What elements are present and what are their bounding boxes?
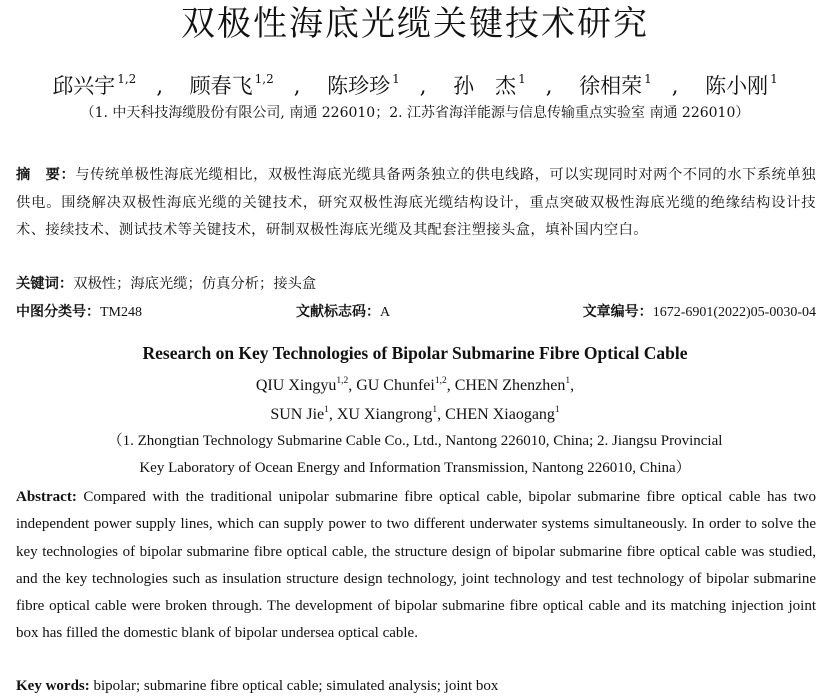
author-affil-sup: 1: [392, 72, 400, 86]
chinese-author: [579, 74, 652, 98]
chinese-abstract-label: 摘 要：: [16, 167, 76, 183]
author-affil-sup: 1: [554, 405, 560, 415]
document-code-label: 文献标志码：: [296, 304, 380, 320]
chinese-keywords-label: 关键词：: [16, 276, 74, 292]
author-name: 邱兴宇: [52, 74, 116, 98]
author-affil-sup: 1: [518, 72, 526, 86]
chinese-abstract: [16, 162, 816, 245]
english-keywords: [16, 674, 816, 698]
english-keywords-label: Key words:: [16, 678, 90, 694]
author-separator: ,: [570, 377, 575, 394]
author-separator: ,: [348, 377, 357, 394]
author-affil-sup: 1: [324, 405, 329, 415]
english-author: [337, 406, 445, 423]
article-number-label: 文章编号：: [582, 304, 653, 320]
author-affil-sup: 1,2: [117, 72, 137, 86]
chinese-author: [705, 74, 778, 98]
chinese-author: [190, 74, 274, 98]
author-affil-sup: 1: [644, 72, 652, 86]
chinese-author-list: 邱兴宇 $^{1,2}$ , 顾春飞 $^{1,2}$ , 陈珍珍 $^1$ , 孙 杰 $^1$ , 徐相荣 $^1$ , 陈小刚 $^1$: [52, 72, 778, 98]
author-name: QIU Xingyu: [255, 377, 337, 394]
english-keywords-text: bipolar; submarine fibre optical cable; simulated analysis; joint box: [93, 678, 499, 694]
clc-value: TM248: [100, 305, 142, 320]
chinese-author: [453, 74, 526, 98]
author-affil-sup: 1,2: [254, 72, 274, 86]
author-name: GU Chunfei: [356, 377, 435, 394]
english-title: Research on Key Technologies of Bipolar Submarine Fibre Optical Cable: [142, 343, 688, 363]
clc-number: [16, 300, 142, 325]
author-name: CHEN Xiaogang: [445, 406, 555, 423]
chinese-author: [327, 74, 400, 98]
article-number-value: 1672-6901(2022)05-0030-04: [652, 305, 816, 320]
author-name: 孙 杰: [453, 74, 517, 98]
english-affiliation-line-2: Key Laboratory of Ocean Energy and Information Transmission, Nantong 226010, China）: [139, 460, 691, 476]
author-name: XU Xiangrong: [336, 406, 433, 423]
english-author: [455, 377, 574, 394]
author-separator: ,: [437, 406, 446, 423]
author-name: CHEN Zhenzhen: [454, 377, 566, 394]
chinese-keywords-text: 双极性；海底光缆；仿真分析；接头盒: [73, 276, 317, 292]
chinese-author: [52, 74, 136, 98]
chinese-title: 双极性海底光缆关键技术研究: [181, 4, 649, 44]
chinese-keywords: [16, 272, 816, 296]
english-author: [256, 377, 356, 394]
author-separator: ,: [328, 406, 337, 423]
english-author: [445, 406, 560, 423]
author-affil-sup: 1: [770, 72, 778, 86]
author-name: SUN Jie: [270, 406, 325, 423]
english-author: [270, 406, 337, 423]
author-name: 徐相荣: [579, 74, 643, 98]
document-code-value: A: [380, 305, 391, 320]
author-name: 陈珍珍: [327, 74, 391, 98]
english-affiliation-line-1: （1. Zhongtian Technology Submarine Cable Co., Ltd., Nantong 226010, China; 2. Jiangsu Provincial: [107, 433, 723, 449]
chinese-abstract-text: 与传统单极性海底光缆相比，双极性海底光缆具备两条独立的供电线路，可以实现同时对两个不同的水下系统单独供电。围绕解决双极性海底光缆的关键技术，研究双极性海底光缆结构设计，重点突破双极性海底光缆的绝缘结构设计技术、接续技术、测试技术等关键技术，研制双极性海底光缆及其配套注塑接头盒，填补国内空白。: [16, 167, 816, 238]
article-number: [583, 300, 816, 325]
english-abstract: [16, 484, 816, 648]
clc-label: 中图分类号：: [16, 304, 100, 320]
classification-row: [16, 300, 816, 324]
english-abstract-text: Compared with the traditional unipolar submarine fibre optical cable, bipolar submarine fibre optical cable has two independent power supply lines, which can supply power to two different underwater systems simultaneously. In order to solve the key technologies of bipolar submarine fibre optical cable, the structure design of bipolar submarine fibre optical cable was studied, and the key technologies such as insulation structure design technology, joint technology and test technology of bipolar submarine fibre optical cable were broken through. The development of bipolar submarine fibre optical cable and its matching injection joint box has filled the domestic blank of bipolar undersea optical cable.: [16, 489, 817, 642]
author-separator: ,: [446, 377, 455, 394]
author-name: 顾春飞: [189, 74, 253, 98]
author-affil-sup: 1: [565, 376, 571, 386]
english-author-line-1: [0, 369, 830, 398]
english-author: [356, 377, 455, 394]
author-name: 陈小刚: [705, 74, 769, 98]
english-abstract-label: Abstract:: [16, 489, 77, 505]
author-affil-sup: 1,2: [336, 376, 349, 386]
chinese-affiliation: （1. 中天科技海缆股份有限公司, 南通 226010；2. 江苏省海洋能源与信息传输重点实验室 南通 226010）: [80, 105, 750, 121]
document-code: [296, 300, 390, 325]
english-author-line-2: [0, 398, 830, 427]
author-affil-sup: 1: [432, 405, 438, 415]
author-affil-sup: 1,2: [434, 376, 447, 386]
